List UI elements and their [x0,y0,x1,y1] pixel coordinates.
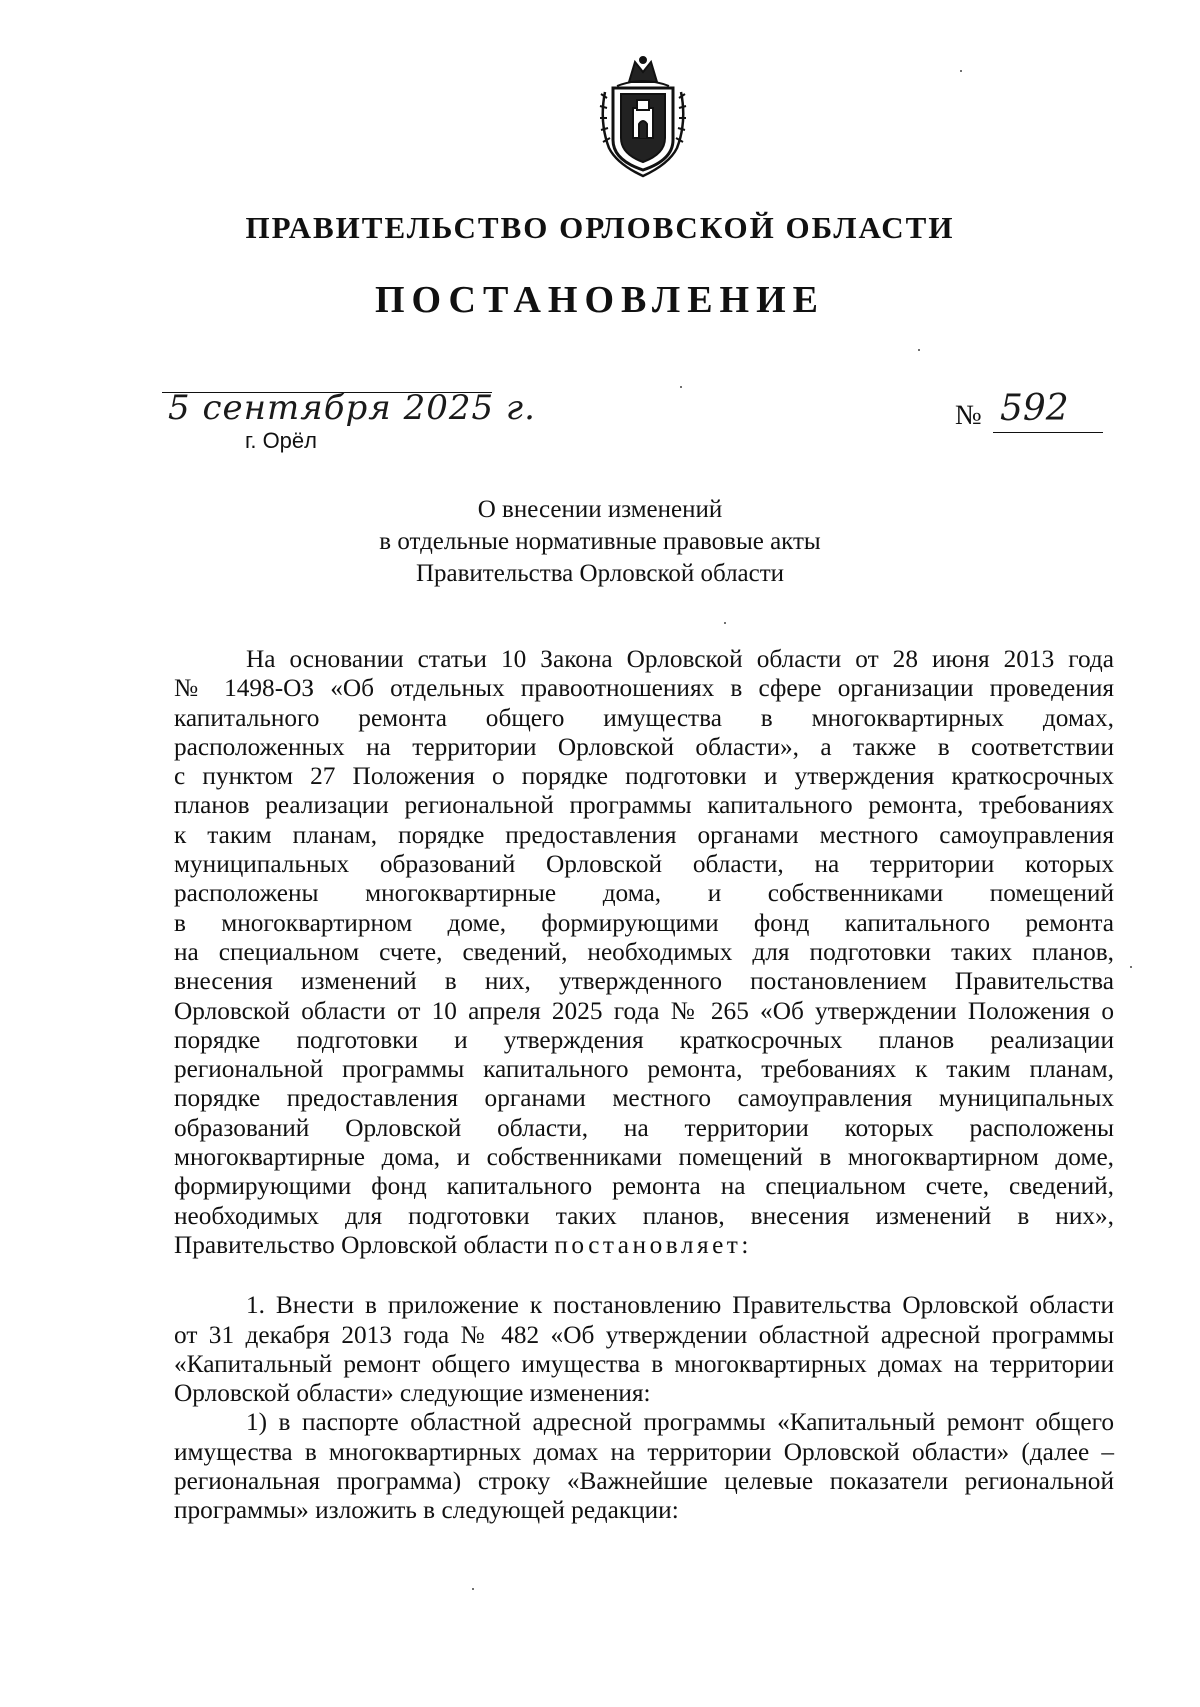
text-line: 1. Внести в приложение к постановлению Правительства Орловской области [246,1291,1114,1320]
title-line: в отдельные нормативные правовые акты [379,528,821,555]
text-line: № 1498-ОЗ «Об отдельных правоотношениях в сфере организации проведения [174,674,1114,703]
text-line: внесения изменений в них, утвержденного постановлением Правительства [174,967,1114,996]
title-line: Правительства Орловской области [415,560,785,587]
text-line: муниципальных образований Орловской области, на территории которых [174,850,1114,879]
city-label: г. Орёл [245,428,317,453]
subitem-1-paragraph [174,1408,1114,1525]
text-line: формирующими фонд капитального ремонта на специальном счете, сведений, [174,1172,1114,1201]
text-line: расположены многоквартирные дома, и собственниками помещений [174,879,1114,908]
scan-speck [680,386,682,388]
issuing-authority: ПРАВИТЕЛЬСТВО ОРЛОВСКОЙ ОБЛАСТИ [245,210,955,245]
scan-speck [724,622,726,624]
handwritten-date: 5 сентября 2025 г. [168,388,536,428]
text-line: от 31 декабря 2013 года № 482 «Об утверждении областной адресной программы [174,1320,1114,1349]
document-type: ПОСТАНОВЛЕНИЕ [374,279,826,321]
text-line: «Капитальный ремонт общего имущества в многоквартирных домах на территории [174,1349,1114,1378]
document-title [0,494,1200,590]
text-line: программы» изложить в следующей редакции: [174,1496,679,1525]
number-label: № [955,400,982,431]
text-line: 1) в паспорте областной адресной программы «Капитальный ремонт общего [246,1408,1114,1437]
text-line: Орловской области» следующие изменения: [174,1379,651,1408]
text-line [174,1231,1114,1260]
text-line: имущества в многоквартирных домах на территории Орловской области» (далее – [174,1437,1114,1466]
text-line: региональная программа) строку «Важнейшие целевые показатели региональной [174,1467,1114,1496]
handwritten-number: 592 [1000,388,1069,429]
text-line: планов реализации региональной программы капитального ремонта, требованиях [174,791,1114,820]
scan-speck [918,349,920,351]
text-line: с пунктом 27 Положения о порядке подготовки и утверждения краткосрочных [174,762,1114,791]
text-line: в многоквартирном доме, формирующими фонд капитального ремонта [174,908,1114,937]
text-line: На основании статьи 10 Закона Орловской области от 28 июня 2013 года [246,645,1114,673]
paragraph-gap [174,1260,1114,1291]
text-line: на специальном счете, сведений, необходимых для подготовки таких планов, [174,937,1114,966]
document-body [174,645,1114,1526]
text-line: к таким планам, порядке предоставления органами местного самоуправления [174,820,1114,849]
preamble-paragraph [174,645,1114,1260]
number-underline [993,432,1103,433]
text-line: многоквартирные дома, и собственниками помещений в многоквартирном доме, [174,1143,1114,1172]
scan-speck [960,70,962,72]
scan-speck [472,1588,474,1590]
text-line: порядке подготовки и утверждения краткосрочных планов реализации [174,1025,1114,1054]
text-line: расположенных на территории Орловской области», а также в соответствии [174,732,1114,761]
text-line: Орловской области от 10 апреля 2025 года № 265 «Об утверждении Положения о [174,996,1114,1025]
scan-speck [1130,966,1132,968]
title-line: О внесении изменений [477,496,723,523]
text-line: образований Орловской области, на территории которых расположены [174,1113,1114,1142]
resolution-subject: Правительство Орловской области [174,1230,555,1259]
item-1-paragraph [174,1291,1114,1408]
text-line: необходимых для подготовки таких планов, внесения изменений в них», [174,1201,1114,1230]
resolution-verb: постановляет: [554,1230,752,1259]
text-line: порядке предоставления органами местного самоуправления муниципальных [174,1084,1114,1113]
text-line: региональной программы капитального ремонта, требованиях к таким планам, [174,1055,1114,1084]
text-line: капитального ремонта общего имущества в многоквартирных домах, [174,703,1114,732]
coat-of-arms-emblem [595,52,691,178]
